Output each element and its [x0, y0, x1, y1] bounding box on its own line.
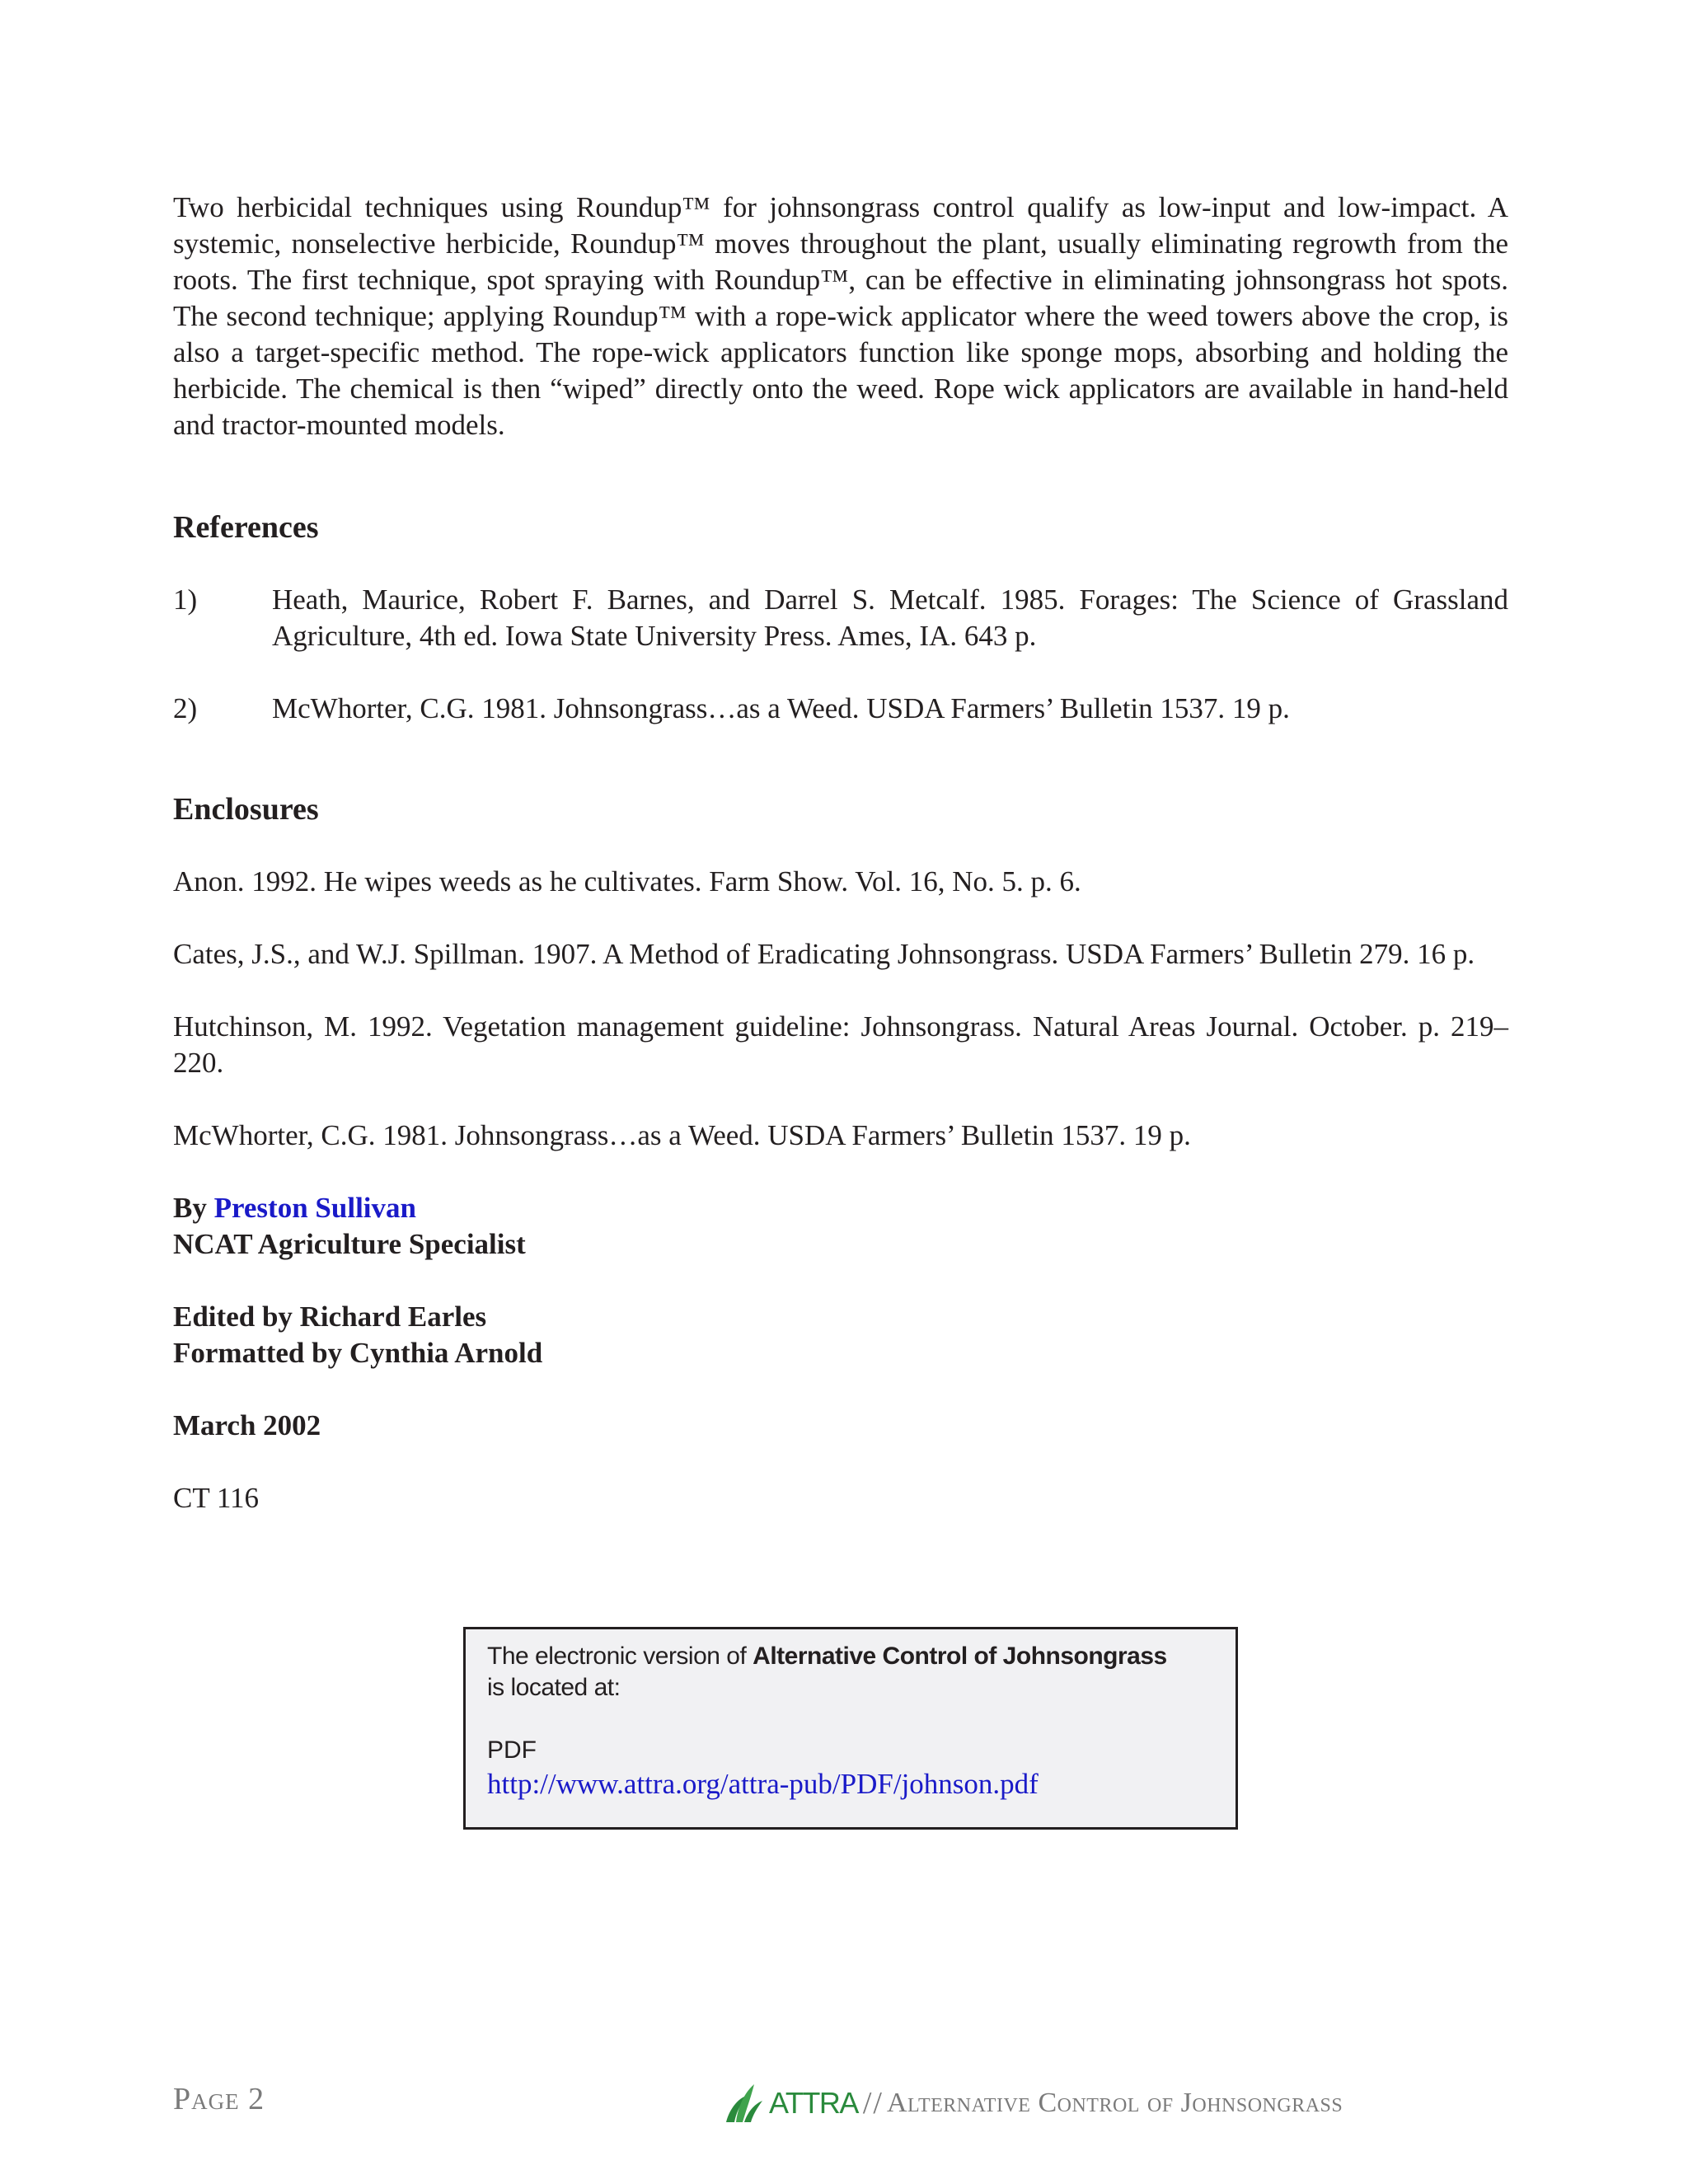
electronic-title: Alternative Control of Johnsongrass: [753, 1643, 1167, 1670]
credits-block: [173, 1190, 1508, 1444]
reference-text: McWhorter, C.G. 1981. Johnsongrass…as a Weed. USDA Farmers’ Bulletin 1537. 19 p.: [272, 692, 1290, 724]
references-heading: References: [173, 510, 319, 545]
reference-item: [173, 582, 1508, 654]
enclosure-item: Hutchinson, M. 1992. Vegetation management guideline: Johnsongrass. Natural Areas Journal. October. p. 219–220.: [173, 1010, 1508, 1079]
footer-separator: //: [862, 2086, 884, 2121]
pdf-url-link[interactable]: http://www.attra.org/attra-pub/PDF/johnson.pdf: [487, 1768, 1039, 1800]
enclosures-list: [173, 864, 1508, 1154]
enclosure-item: Anon. 1992. He wipes weeds as he cultivates. Farm Show. Vol. 16, No. 5. p. 6.: [173, 865, 1081, 898]
formatted-by: Formatted by Cynthia Arnold: [173, 1337, 543, 1369]
electronic-suffix: is located at:: [487, 1674, 621, 1701]
electronic-prefix: The electronic version of: [487, 1643, 747, 1670]
pdf-label: PDF: [487, 1736, 537, 1764]
publication-code: CT 116: [173, 1482, 260, 1514]
reference-text: Heath, Maurice, Robert F. Barnes, and Darrel S. Metcalf. 1985. Forages: The Science of Grassland Agriculture, 4th ed. Iowa State University Press. Ames, IA. 643 p.: [272, 583, 1508, 652]
publication-date: March 2002: [173, 1409, 321, 1441]
reference-number: 2): [173, 692, 198, 724]
electronic-version-box: [463, 1627, 1238, 1830]
by-label: By: [173, 1192, 207, 1224]
footer-brand: [721, 2081, 1343, 2125]
leaf-icon: [721, 2081, 767, 2125]
enclosure-item: Cates, J.S., and W.J. Spillman. 1907. A Method of Eradicating Johnsongrass. USDA Farmers’ Bulletin 279. 16 p.: [173, 938, 1475, 970]
document-page: [173, 190, 1508, 1545]
page-number: Page 2: [173, 2082, 265, 2116]
edited-by: Edited by Richard Earles: [173, 1301, 487, 1333]
references-list: [173, 582, 1508, 727]
intro-paragraph: Two herbicidal techniques using Roundup™ for johnsongrass control qualify as low-input and low-impact. A systemic, nonselective herbicide, Roundup™ moves throughout the plant, usually eliminating regrowth from the roots. The first technique, spot spraying with Roundup™, can be effective in eliminating johnsongrass hot spots. The second technique; applying Roundup™ with a rope-wick applicator where the weed towers above the crop, is also a target-specific method. The rope-wick applicators function like sponge mops, absorbing and holding the herbicide. The chemical is then “wiped” directly onto the weed. Rope wick applicators are available in hand-held and tractor-mounted models.: [173, 191, 1508, 441]
reference-item: [173, 691, 1508, 727]
reference-number: 1): [173, 583, 198, 616]
author-line: [173, 1190, 1508, 1226]
enclosure-item: McWhorter, C.G. 1981. Johnsongrass…as a Weed. USDA Farmers’ Bulletin 1537. 19 p.: [173, 1119, 1191, 1151]
publication-title: Alternative Control of Johnsongrass: [886, 2088, 1343, 2118]
page-footer: [173, 2081, 1508, 2122]
author-title: NCAT Agriculture Specialist: [173, 1228, 526, 1260]
enclosures-heading: Enclosures: [173, 792, 319, 827]
electronic-version-text: [487, 1641, 1214, 1704]
author-link[interactable]: Preston Sullivan: [213, 1192, 416, 1224]
attra-logo-text: ATTRA: [769, 2086, 858, 2120]
